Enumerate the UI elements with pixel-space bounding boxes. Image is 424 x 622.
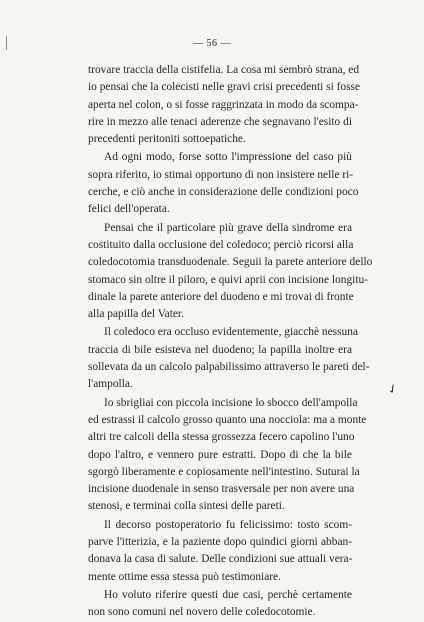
text-line: traccia di bile esisteva nel duodeno; la papilla inoltre era [88,343,352,356]
text-line: cerche, e ciò anche in considerazione delle condizioni poco [88,186,359,199]
text-line: Io sbrigliai con piccola incisione lo sbocco dell'ampolla [104,396,358,409]
text-line: dinale la parete anteriore del duodeno e mi trovai di fronte [88,290,354,303]
text-line: rire in mezzo alle tenaci aderenze che segnavano l'esito di [88,115,352,128]
text-line: Ad ogni modo, forse sotto l'impressione del caso più [104,151,352,164]
text-line: incisione duodenale in senso trasversale per non avere una [88,483,355,496]
text-line: ed estrassi il calcolo grosso quanto una nocciola: ma a monte [88,413,367,426]
text-line: donava la casa di salute. Delle condizioni sue attuali vera- [88,553,353,566]
text-line: io pensai che la colecisti nelle gravi crisi precedenti si fosse [88,81,361,94]
text-line: altri tre calcoli della stessa grossezza fecero capolino l'uno [88,431,355,444]
text-line: felici dell'operata. [88,203,170,216]
text-line: costituito dalla occlusione del coledoco; perciò ricorsi alla [88,238,354,251]
page-number: — 56 — [193,38,231,49]
text-line: precedenti peritoniti sottoepatiche. [88,133,246,146]
paragraph [88,517,352,586]
paragraph [88,324,370,393]
text-line: parve l'itterizia, e la paziente dopo quindici giorni abban- [88,536,352,549]
text-line: Il decorso postoperatorio fu felicissimo: tosto scom- [104,518,352,531]
text-line: Ho voluto riferire questi due casi, perchè certamente [104,588,352,601]
paragraph [88,220,373,324]
paragraph [88,395,367,516]
text-line: stomaco sin oltre il piloro, e quivi aprii con incisione longitu- [88,273,368,286]
text-line: coledocotomia transduodenale. Seguii la parete anteriore dello [88,256,373,269]
body-text [88,62,373,622]
text-line: stenosi, e terminai colla sintesi delle pareti. [88,500,285,513]
text-line: dopo l'altro, e vennero pure estratti. Dopo di che la bile [88,448,352,461]
text-line: non sono comuni nel novero delle coledocotomie. [88,606,316,619]
text-line: sopra riferito, io stimai opportuno di non insistere nelle ri- [88,168,354,181]
text-line: Pensai che il particolare più grave della sindrome era [104,221,352,234]
text-line: sgorgò liberamente e copiosamente nell'intestino. Suturai la [88,465,360,478]
paragraph [88,62,361,148]
text-line: mente ottime essa stessa può testimoniare. [88,570,281,583]
text-line: sollevata da un calcolo palpabilissimo attraverso le pareti del- [88,361,370,374]
paragraph [88,587,352,622]
text-line: aperta nel colon, o si fosse raggrinzata in modo da scompa- [88,98,359,111]
paragraph [88,149,359,218]
pencil-mark-icon: ✓ [384,380,401,398]
text-line: trovare traccia della cistifelia. La cosa mi sembrò strana, ed [88,64,360,76]
text-line: Il coledoco era occluso evidentemente, giacchè nessuna [104,326,358,339]
text-line: alla papilla del Vater. [88,308,184,321]
text-line: l'ampolla. [88,378,133,391]
